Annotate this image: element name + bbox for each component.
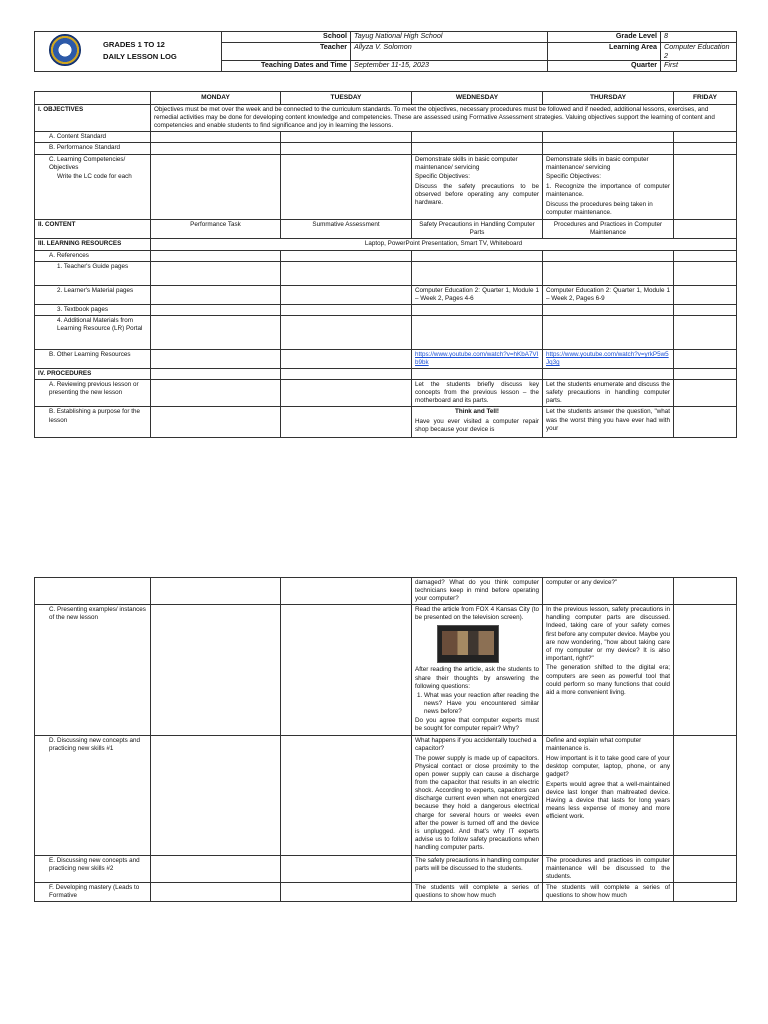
teacher-value: Allyza V. Solomon <box>351 43 548 61</box>
procedure-e-row <box>35 855 737 882</box>
references-row <box>35 250 737 261</box>
learning-resources-all: Laptop, PowerPoint Presentation, Smart TV, Whiteboard <box>151 239 737 250</box>
quarter-label: Quarter <box>548 61 661 72</box>
content-standard-label: A. Content Standard <box>35 132 151 143</box>
procedure-e-thursday: The procedures and practices in computer maintenance will be discussed to the students. <box>543 855 674 882</box>
lesson-table-page-2 <box>34 577 736 902</box>
procedure-b-continued-row <box>35 578 737 605</box>
learners-material-row <box>35 285 737 304</box>
header-logo-cell <box>35 32 222 72</box>
grade-level-value: 8 <box>661 32 737 43</box>
content-thursday: Procedures and Practices in Computer Maintenance <box>543 220 674 239</box>
objectives-label: I. OBJECTIVES <box>35 105 151 132</box>
procedures-row <box>35 369 737 380</box>
procedure-c-thursday: In the previous lesson, safety precautions in handling computer parts are discussed. Indeed, taking care of your safety comes first before any computer device. Maybe you are now wondering, "how about taking care of my computer or my device? It is also important, right?" The generation shifted to the digital era; computers are seen as powerful tool that could perform so many functions that could aid a more convenient living. <box>543 605 674 736</box>
objectives-row <box>35 105 737 132</box>
document-title: GRADES 1 TO 12 DAILY LESSON LOG <box>103 40 177 61</box>
question-1: 1. What was your reaction after reading the news? Have you encountered similar news before? <box>424 692 539 716</box>
content-monday: Performance Task <box>151 220 281 239</box>
procedure-f-thursday: The students will complete a series of questions to show how much <box>543 882 674 901</box>
procedure-d-label: D. Discussing new concepts and practicing new skills #1 <box>35 736 151 855</box>
school-value: Tayug National High School <box>351 32 548 43</box>
learning-resources-row <box>35 239 737 250</box>
procedure-b-label: B. Establishing a purpose for the lesson <box>35 407 151 437</box>
teacher-label: Teacher <box>222 43 351 61</box>
procedure-a-label: A. Reviewing previous lesson or presenting the new lesson <box>35 380 151 407</box>
lesson-log-header <box>34 31 736 72</box>
procedure-c-row <box>35 605 737 736</box>
textbook-row <box>35 304 737 315</box>
learners-material-thursday: Computer Education 2: Quarter 1, Module 1 – Week 2, Pages 6-9 <box>543 285 674 304</box>
textbook-label: 3. Textbook pages <box>35 304 151 315</box>
procedure-f-label: F. Developing mastery (Leads to Formative <box>35 882 151 901</box>
youtube-link-wednesday[interactable]: https://www.youtube.com/watch?v=hKbA7VIb9bk <box>415 350 539 366</box>
procedure-b-thursday: Let the students answer the question, "what was the worst thing you have ever had with your <box>543 407 674 437</box>
teachers-guide-row <box>35 261 737 285</box>
procedure-d-thursday: Define and explain what computer maintenance is. How important is it to take good care of your desktop computer, laptop, phone, or any gadget? Experts would agree that a well-maintained device last longer than maltreated device. Having a device that lasts for long years means less expense of money and more efficient work. <box>543 736 674 855</box>
youtube-link-thursday[interactable]: https://www.youtube.com/watch?v=yrkP5w5Jq3g <box>546 350 669 366</box>
day-friday: FRIDAY <box>674 92 737 105</box>
objectives-text: Objectives must be met over the week and be connected to the curriculum standards. To meet the objectives, necessary procedures must be followed and if needed, additional lessons, exercises, and remedial activities may be done for developing content knowledge and competencies. These are assessed using Formative Assessment strategies. Valuing objectives support the learning of content and competencies and enable students to find significance and joy in learning the lessons. <box>151 105 737 132</box>
procedure-e-label: E. Discussing new concepts and practicing new skills #2 <box>35 855 151 882</box>
lesson-table-page-1 <box>34 91 736 438</box>
procedure-b-thursday-cont: computer or any device?" <box>543 578 674 605</box>
additional-materials-row <box>35 315 737 349</box>
learning-area-value: Computer Education 2 <box>661 43 737 61</box>
dates-value: September 11-15, 2023 <box>351 61 548 72</box>
day-wednesday: WEDNESDAY <box>412 92 543 105</box>
procedure-d-wednesday: What happens if you accidentally touched a capacitor? The power supply is made up of capacitors. Physical contact or close proximity to the open power supply can cause a discharge from the capacitor that results in an electric shock. According to experts, capacitors can discharge current even when not energized because they hold a dangerous electrical charge for several hours or weeks even after the power is turned off and the device is unplugged. And that's why IT experts advise us to follow safety precautions when handling computer parts. <box>412 736 543 855</box>
procedure-b-wednesday-cont: damaged? What do you think computer technicians keep in mind before operating your computer? <box>412 578 543 605</box>
teachers-guide-label: 1. Teacher's Guide pages <box>35 261 151 285</box>
content-wednesday: Safety Precautions in Handling Computer Parts <box>412 220 543 239</box>
procedure-a-thursday: Let the students enumerate and discuss the safety precautions in handling computer parts. <box>543 380 674 407</box>
procedures-label: IV. PROCEDURES <box>35 369 151 380</box>
day-monday: MONDAY <box>151 92 281 105</box>
procedure-e-wednesday: The safety precautions in handling computer parts will be discussed to the students. <box>412 855 543 882</box>
school-label: School <box>222 32 351 43</box>
references-label: A. References <box>35 250 151 261</box>
procedure-a-wednesday: Let the students briefly discuss key concepts from the previous lesson – the motherboard and its parts. <box>412 380 543 407</box>
dates-label: Teaching Dates and Time <box>222 61 351 72</box>
content-label: II. CONTENT <box>35 220 151 239</box>
procedure-f-wednesday: The students will complete a series of questions to show how much <box>412 882 543 901</box>
learning-resources-label: III. LEARNING RESOURCES <box>35 239 151 250</box>
competencies-wednesday: Demonstrate skills in basic computer maintenance/ servicing Specific Objectives: Discuss the safety precautions to be observed before operating any computer hardware. <box>412 154 543 220</box>
content-row <box>35 220 737 239</box>
performance-standard-row <box>35 143 737 154</box>
additional-materials-label: 4. Additional Materials from Learning Resource (LR) Portal <box>35 315 151 349</box>
learners-material-wednesday: Computer Education 2: Quarter 1, Module 1 – Week 2, Pages 4-6 <box>412 285 543 304</box>
days-header-row <box>35 92 737 105</box>
competencies-label: C. Learning Competencies/ Objectives Write the LC code for each <box>35 154 151 220</box>
procedure-c-label: C. Presenting examples/ instances of the new lesson <box>35 605 151 736</box>
competencies-thursday: Demonstrate skills in basic computer maintenance/ servicing Specific Objectives: 1. Recognize the importance of computer maintenance. Discuss the procedures being taken in computer maintenance. <box>543 154 674 220</box>
day-thursday: THURSDAY <box>543 92 674 105</box>
grade-level-label: Grade Level <box>548 32 661 43</box>
procedure-a-row <box>35 380 737 407</box>
competencies-row <box>35 154 737 220</box>
other-resources-label: B. Other Learning Resources <box>35 349 151 368</box>
content-tuesday: Summative Assessment <box>281 220 412 239</box>
procedure-d-row <box>35 736 737 855</box>
procedure-b-row <box>35 407 737 437</box>
other-resources-row <box>35 349 737 368</box>
procedure-f-row <box>35 882 737 901</box>
day-tuesday: TUESDAY <box>281 92 412 105</box>
learning-area-label: Learning Area <box>548 43 661 61</box>
procedure-c-wednesday: Read the article from FOX 4 Kansas City (to be presented on the television screen). After reading the article, ask the students to share their thoughts by answering the following questions: 1. What was your reaction after reading the news? Have you encountered similar news before? Do you agree that computer experts must be sought for computer repair? Why? <box>412 605 543 736</box>
deped-seal-icon <box>49 34 81 66</box>
tv-screen-image <box>437 625 499 663</box>
learners-material-label: 2. Learner's Material pages <box>35 285 151 304</box>
performance-standard-label: B. Performance Standard <box>35 143 151 154</box>
procedure-b-wednesday: Think and Tell! Have you ever visited a computer repair shop because your device is <box>412 407 543 437</box>
content-standard-row <box>35 132 737 143</box>
quarter-value: First <box>661 61 737 72</box>
